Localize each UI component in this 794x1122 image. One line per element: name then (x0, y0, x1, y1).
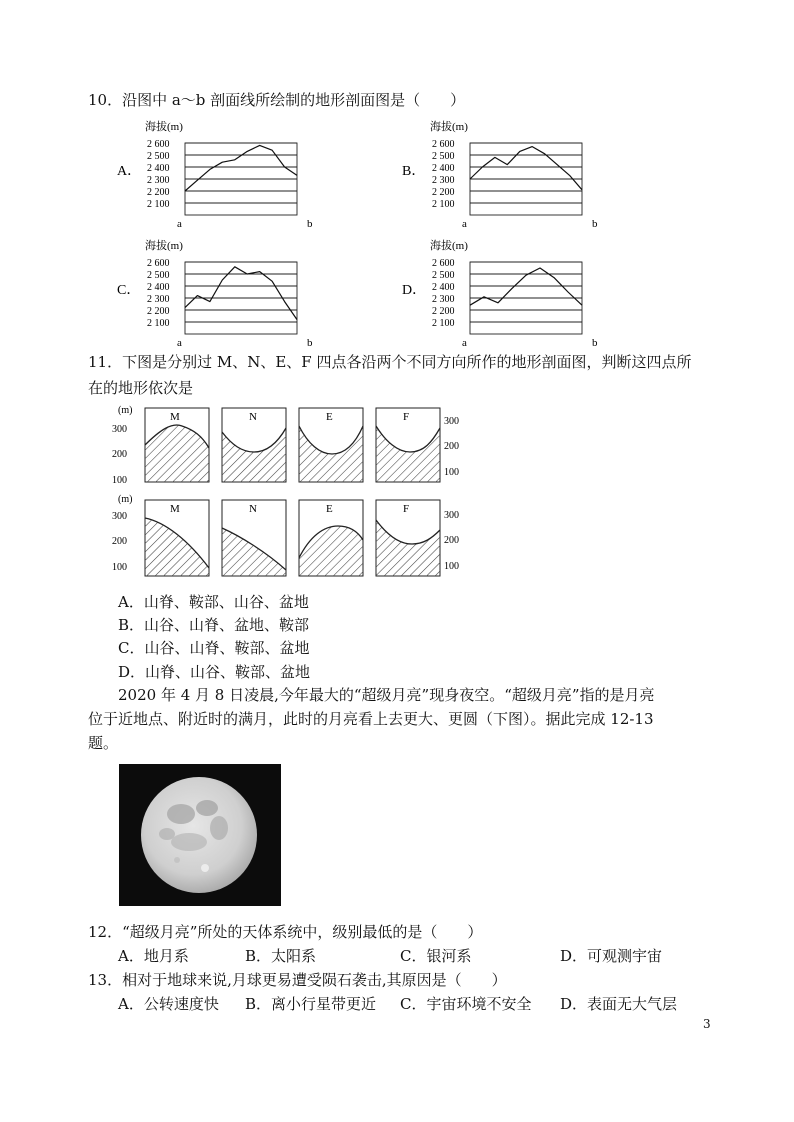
q11-option-c: C．山谷、山脊、鞍部、盆地 (118, 639, 310, 657)
y-tick-label: 2 300 (147, 175, 170, 186)
row2-panel-e (299, 500, 363, 576)
y-tick-label: 2 400 (147, 163, 170, 174)
q11-profile-figure (110, 400, 480, 590)
q11-stem-line1: 11．下图是分别过 M、N、E、F 四点各沿两个不同方向所作的地形剖面图，判断这四点所 (88, 353, 692, 371)
row2-right-tick-200: 200 (444, 535, 459, 546)
y-tick-label: 2 300 (147, 294, 170, 305)
y-tick-label: 2 200 (147, 187, 170, 198)
y-tick-label: 2 400 (432, 282, 455, 293)
y-tick-label: 2 100 (147, 318, 170, 329)
y-tick-label: 2 500 (147, 151, 170, 162)
row2-tick-300: 300 (112, 511, 127, 522)
y-tick-label: 2 200 (432, 187, 455, 198)
row2-panel-m (145, 500, 209, 576)
y-tick-label: 2 300 (432, 175, 455, 186)
q13-stem: 13．相对于地球来说,月球更易遭受陨石袭击,其原因是（ ） (88, 971, 507, 989)
row2-panel-n (222, 500, 286, 576)
row1-tick-300: 300 (112, 424, 127, 435)
y-tick-label: 2 600 (147, 258, 170, 269)
profile-line (185, 145, 297, 191)
row1-label-f: F (403, 411, 410, 423)
profile-line (185, 267, 297, 320)
q11-option-a: A．山脊、鞍部、山谷、盆地 (118, 593, 309, 611)
profile-line (470, 147, 582, 190)
q13-option-d: D．表面无大气层 (560, 995, 678, 1013)
row1-panel-f (376, 408, 440, 482)
row1-right-tick-200: 200 (444, 441, 459, 452)
y-axis-title: 海拔(m) (430, 240, 468, 252)
intro-line1: 2020 年 4 月 8 日凌晨,今年最大的“超级月亮”现身夜空。“超级月亮”指的是月亮 (118, 686, 655, 704)
x-label-b: b (307, 337, 313, 346)
y-tick-label: 2 100 (147, 199, 170, 210)
q13-option-b: B．离小行星带更近 (245, 995, 377, 1013)
row2-panel-f (376, 500, 440, 576)
y-tick-label: 2 200 (147, 306, 170, 317)
q12-option-c: C．银河系 (400, 947, 472, 965)
row1-right-tick-300: 300 (444, 416, 459, 427)
y-tick-label: 2 600 (147, 139, 170, 150)
q10-option-c (115, 236, 315, 350)
y-tick-label: 2 500 (147, 270, 170, 281)
q10-option-label: C． (117, 283, 141, 298)
row2-right-tick-100: 100 (444, 561, 459, 572)
q10-option-d (400, 236, 600, 350)
x-label-b: b (307, 218, 313, 227)
x-label-a: a (462, 218, 467, 227)
q10-option-label: B． (402, 164, 426, 179)
y-axis-title: 海拔(m) (145, 121, 183, 133)
y-tick-label: 2 500 (432, 270, 455, 281)
x-label-a: a (462, 337, 467, 346)
row1-tick-100: 100 (112, 475, 127, 486)
q10-profile-chart (115, 236, 315, 346)
y-tick-label: 2 500 (432, 151, 455, 162)
q12-option-a: A．地月系 (118, 947, 189, 965)
y-tick-label: 2 200 (432, 306, 455, 317)
row2-tick-100: 100 (112, 562, 127, 573)
q12-option-b: B．太阳系 (245, 947, 317, 965)
y-tick-label: 2 100 (432, 318, 455, 329)
q10-option-label: A． (117, 164, 142, 179)
y-axis-title: 海拔(m) (145, 240, 183, 252)
x-label-a: a (177, 218, 182, 227)
y-tick-label: 2 600 (432, 139, 455, 150)
q10-profile-chart (115, 117, 315, 227)
y-tick-label: 2 100 (432, 199, 455, 210)
row1-panel-m (145, 408, 209, 482)
row1-label-n: N (249, 411, 257, 423)
x-label-b: b (592, 218, 598, 227)
q12-option-d: D．可观测宇宙 (560, 947, 663, 965)
row2-unit: (m) (118, 494, 133, 505)
row2-label-e: E (326, 503, 333, 515)
row1-panel-e (299, 408, 363, 482)
row2-label-f: F (403, 503, 410, 515)
q10-stem: 10．沿图中 a～b 剖面线所绘制的地形剖面图是（ ） (88, 91, 466, 109)
row2-tick-200: 200 (112, 536, 127, 547)
x-label-b: b (592, 337, 598, 346)
super-moon-image (119, 764, 281, 906)
q10-option-label: D． (402, 283, 427, 298)
q10-profile-chart (400, 236, 600, 346)
q11-stem-line2: 在的地形依次是 (88, 379, 194, 397)
x-label-a: a (177, 337, 182, 346)
row2-right-tick-300: 300 (444, 510, 459, 521)
intro-line3: 题。 (88, 734, 119, 752)
row1-panel-n (222, 408, 286, 482)
q11-option-b: B．山谷、山脊、盆地、鞍部 (118, 616, 310, 634)
q10-option-b (400, 117, 600, 231)
y-tick-label: 2 600 (432, 258, 455, 269)
y-axis-title: 海拔(m) (430, 121, 468, 133)
q10-profile-chart (400, 117, 600, 227)
intro-line2: 位于近地点、附近时的满月，此时的月亮看上去更大、更圆（下图）。据此完成 12-13 (88, 710, 654, 728)
row2-label-m: M (170, 503, 180, 515)
q12-stem: 12．“超级月亮”所处的天体系统中，级别最低的是（ ） (88, 923, 483, 941)
q13-option-c: C．宇宙环境不安全 (400, 995, 532, 1013)
page-number: 3 (703, 1017, 711, 1031)
row1-label-e: E (326, 411, 333, 423)
row1-tick-200: 200 (112, 449, 127, 460)
q13-option-a: A．公转速度快 (118, 995, 219, 1013)
row1-right-tick-100: 100 (444, 467, 459, 478)
y-tick-label: 2 300 (432, 294, 455, 305)
y-tick-label: 2 400 (147, 282, 170, 293)
q11-option-d: D．山脊、山谷、鞍部、盆地 (118, 663, 311, 681)
q10-option-a (115, 117, 315, 231)
row2-label-n: N (249, 503, 257, 515)
row1-label-m: M (170, 411, 180, 423)
y-tick-label: 2 400 (432, 163, 455, 174)
row1-unit: (m) (118, 405, 133, 416)
